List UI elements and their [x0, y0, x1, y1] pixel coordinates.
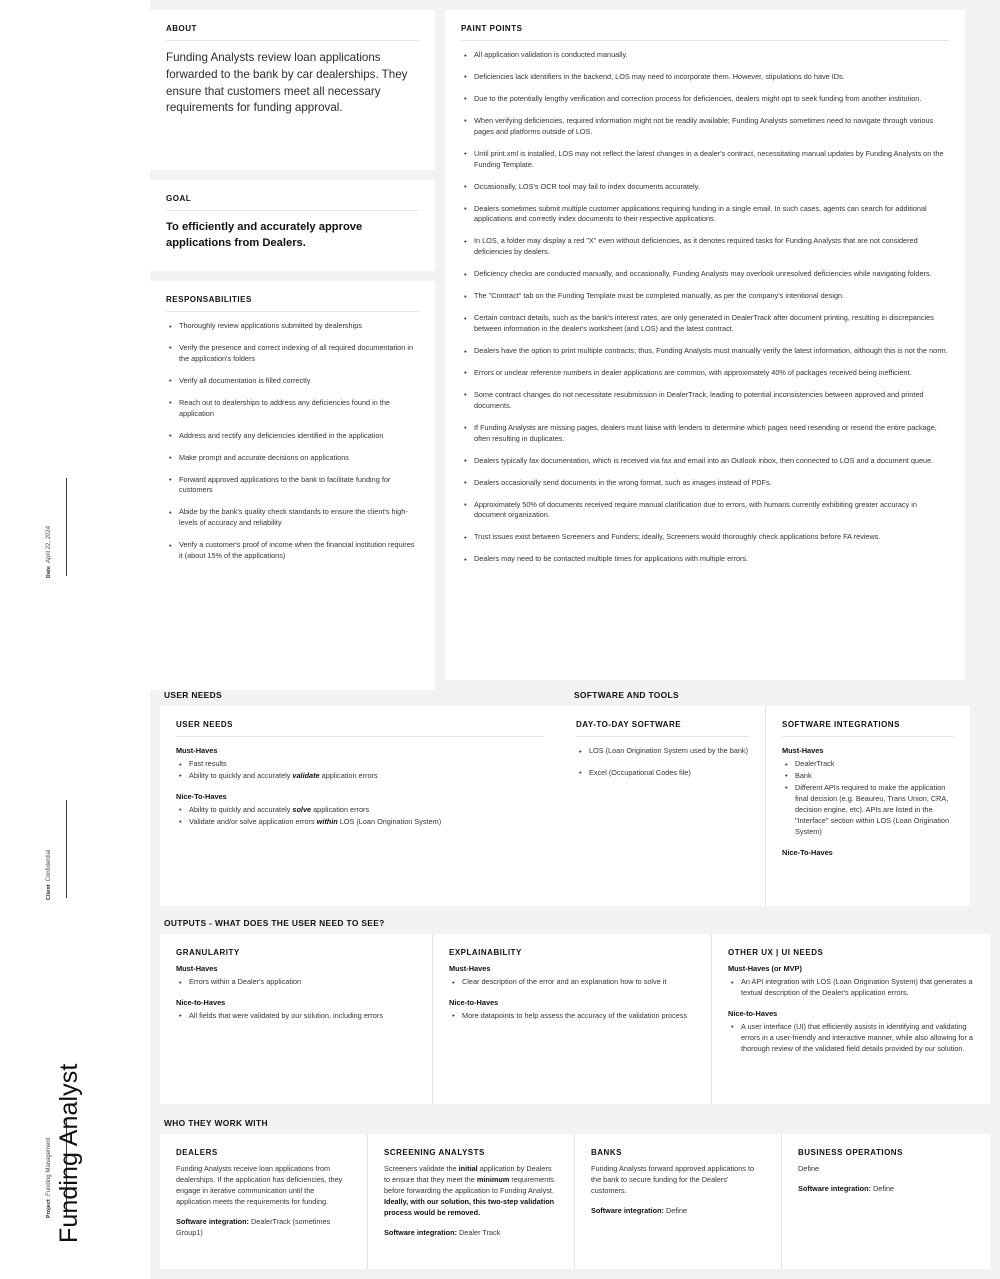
- software-integrations-nice-label: Nice-To-Haves: [782, 847, 833, 857]
- explainability-nice-list: [449, 1011, 695, 1022]
- list-item: • Deficiencies lack identifiers in the backend; LOS may need to incorporate them. However, stipulations do have IDs.: [472, 72, 949, 83]
- overview-columns: [150, 10, 1000, 690]
- list-item: • Thoroughly review applications submitted by dealerships: [177, 321, 419, 332]
- list-item: • Ability to quickly and accurately validate application errors: [187, 771, 544, 782]
- user-needs-title: USER NEEDS: [176, 720, 234, 729]
- card-other-ux-ui-needs: [711, 934, 990, 1104]
- band-outputs: [150, 918, 1000, 1104]
- list-item: • Dealers may need to be contacted multiple times for applications with multiple errors.: [472, 554, 949, 565]
- rail-meta-client-key: Client: [46, 884, 52, 900]
- sa-bold-minimum: minimum: [476, 1174, 510, 1184]
- rail-meta-date-key: Date: [46, 565, 52, 578]
- card-explainability: [432, 934, 711, 1104]
- screening-analysts-integration: [384, 1228, 558, 1239]
- card-screening-analysts: [367, 1134, 574, 1269]
- list-item: • Forward approved applications to the bank to facilitate funding for customers: [177, 475, 419, 497]
- screening-analysts-title: SCREENING ANALYSTS: [384, 1148, 485, 1157]
- goal-text: To efficiently and accurately approve applications from Dealers.: [166, 221, 363, 249]
- paint-points-list: [461, 50, 949, 565]
- band-label-who: WHO THEY WORK WITH: [164, 1118, 268, 1128]
- responsabilities-divider: [166, 311, 419, 312]
- business-operations-body: Define: [798, 1164, 820, 1173]
- sa-mid1: application by Dealers to ensure that they meet the: [384, 1164, 552, 1184]
- sa-bold-initial: initial: [458, 1164, 478, 1173]
- rail-meta-date-value: April 22, 2024: [46, 525, 52, 563]
- rail-meta-project-key: Project: [46, 1199, 52, 1218]
- software-integrations-must-label: Must-Haves: [782, 746, 824, 755]
- integration-value: Dealer Track: [459, 1227, 501, 1237]
- rail-meta-project-value: Funding Management: [46, 1137, 52, 1196]
- integration-value: DealerTrack (sometimes Group1): [176, 1216, 331, 1237]
- list-item: • Bank: [793, 771, 954, 782]
- rail-meta-project: [46, 1138, 52, 1218]
- list-item: • Dealers typically fax documentation, which is received via fax and email into an Outlook inbox, then connected to LOS and a document queue.: [472, 456, 949, 467]
- banks-body: Funding Analysts forward approved applications to the bank to secure funding for the Dealers' customers.: [591, 1164, 755, 1195]
- paint-points-title: PAINT POINTS: [461, 24, 523, 33]
- card-about: [150, 10, 435, 170]
- other-ux-nice-list: [728, 1022, 974, 1055]
- user-needs-nice-list: [176, 805, 544, 828]
- band-label-user-needs: USER NEEDS: [164, 690, 222, 700]
- card-business-operations: [781, 1134, 990, 1269]
- granularity-title: GRANULARITY: [176, 948, 240, 957]
- screening-analysts-body: [384, 1164, 558, 1219]
- rail-divider-date: [66, 478, 67, 576]
- card-paint-points: [445, 10, 965, 680]
- list-item: • The "Contract" tab on the Funding Template must be completed manually, as per the company's intentional design.: [472, 291, 949, 302]
- user-needs-must-label: Must-Haves: [176, 746, 218, 755]
- list-item: • DealerTrack: [793, 759, 954, 770]
- list-item: • All fields that were validated by our solution, including errors: [187, 1011, 416, 1022]
- list-item: • More datapoints to help assess the accuracy of the validation process: [460, 1011, 695, 1022]
- list-item: • Dealers have the option to print multiple contracts; thus, Funding Analysts must manually verify the latest information, although this is not the norm.: [472, 346, 949, 357]
- granularity-nice-list: [176, 1011, 416, 1022]
- goal-divider: [166, 210, 419, 211]
- overview-left-stack: [150, 10, 435, 690]
- emphasis-validate: validate: [292, 770, 320, 780]
- band-label-outputs: OUTPUTS - WHAT DOES THE USER NEED TO SEE?: [164, 918, 385, 928]
- user-needs-must-list: [176, 759, 544, 782]
- integration-label: Software integration:: [384, 1227, 457, 1237]
- banks-integration: [591, 1206, 765, 1217]
- list-item: • Ability to quickly and accurately solve application errors: [187, 805, 544, 816]
- list-item: • Errors within a Dealer's application: [187, 977, 416, 988]
- responsabilities-list: [166, 321, 419, 562]
- user-needs-divider: [176, 736, 544, 737]
- band-user-needs-software: [150, 690, 1000, 906]
- rail-divider-client: [66, 800, 67, 898]
- sheet: [150, 0, 1000, 1279]
- list-item: • Make prompt and accurate decisions on applications: [177, 453, 419, 464]
- card-goal: [150, 180, 435, 271]
- left-rail: [0, 0, 150, 1279]
- explainability-must-list: [449, 977, 695, 988]
- list-item: • Verify the presence and correct indexing of all required documentation in the application's folders: [177, 343, 419, 365]
- list-item: • If Funding Analysts are missing pages, dealers must liaise with lenders to determine which pages need resending or resend the entire package, often resulting in duplicates.: [472, 423, 949, 445]
- band-label-software: SOFTWARE AND TOOLS: [574, 690, 679, 700]
- group-software-tools: [560, 690, 1000, 906]
- granularity-must-label: Must-Haves: [176, 964, 218, 973]
- rail-meta-client-value: Confidential: [46, 849, 52, 882]
- granularity-nice-label: Nice-to-Haves: [176, 997, 226, 1007]
- band-who-they-work-with: [150, 1118, 1000, 1269]
- day-to-day-list: [576, 746, 749, 779]
- integration-label: Software integration:: [176, 1216, 249, 1226]
- list-item: • Dealers sometimes submit multiple customer applications requiring funding in a single email. In such cases, agents can search for additional applications and correctly index documents to their respective applications.: [472, 204, 949, 226]
- list-item: • Clear description of the error and an explanation how to solve it: [460, 977, 695, 988]
- software-integrations-must-list: [782, 759, 954, 838]
- dealers-integration: [176, 1217, 351, 1239]
- card-day-to-day-software: [560, 706, 765, 906]
- list-item: • A user interface (UI) that efficiently assists in identifying and validating errors in a user-friendly and interactive manner, while also allowing for a thorough review of the validated field details provided by our solution.: [739, 1022, 974, 1055]
- about-divider: [166, 40, 419, 41]
- software-integrations-title: SOFTWARE INTEGRATIONS: [782, 720, 900, 729]
- sa-bold-ideally: Ideally, with our solution, this two-step validation process would be removed.: [384, 1196, 555, 1217]
- emphasis-within: within: [316, 816, 338, 826]
- software-columns: [560, 706, 990, 906]
- sa-prefix: Screeners validate the: [384, 1164, 459, 1173]
- about-title: ABOUT: [166, 24, 197, 33]
- list-item: • Verify a customer's proof of income when the financial institution requires it (about 15% of the applications): [177, 540, 419, 562]
- other-ux-nice-label: Nice-to-Haves: [728, 1008, 778, 1018]
- page-title: Funding Analyst: [55, 1063, 83, 1243]
- emphasis-solve: solve: [292, 804, 312, 814]
- list-item: • Abide by the bank's quality check standards to ensure the client's high-levels of accuracy and reliability: [177, 507, 419, 529]
- day-to-day-divider: [576, 736, 749, 737]
- card-dealers: [160, 1134, 367, 1269]
- outputs-columns: [160, 934, 990, 1104]
- list-item: • Different APIs required to make the application final decision (e.g. Beaureu, Trans Union, CRA, decision engine, etc). APIs are listed in the "Interface" section within LOS (Loan Origination System): [793, 783, 954, 838]
- day-to-day-title: DAY-TO-DAY SOFTWARE: [576, 720, 682, 729]
- list-item: • Validate and/or solve application errors within LOS (Loan Origination System): [187, 817, 544, 828]
- list-item: • An API integration with LOS (Loan Origination System) that generates a textual description of the Dealer's application errors.: [739, 977, 974, 999]
- integration-label: Software integration:: [591, 1205, 664, 1215]
- integration-label: Software integration:: [798, 1183, 871, 1193]
- dealers-body: Funding Analysts receive loan applications from dealerships. If the application has deficiencies, they engage in iterative communication until the application meets the requirements for funding.: [176, 1164, 343, 1206]
- list-item: • Trust issues exist between Screeners and Funders; ideally, Screeners would thoroughly check applications before FA reviews.: [472, 532, 949, 543]
- group-user-needs: [150, 690, 560, 906]
- banks-title: BANKS: [591, 1148, 622, 1157]
- dealers-title: DEALERS: [176, 1148, 218, 1157]
- band-overview: [150, 10, 1000, 690]
- other-ux-must-label: Must-Haves (or MVP): [728, 964, 802, 973]
- who-columns: [160, 1134, 990, 1269]
- list-item: • In LOS, a folder may display a red "X" even without deficiencies, as it denotes required tasks for Funding Analysts that are not considered deficiencies by dealers.: [472, 236, 949, 258]
- list-item: • LOS (Loan Origination System used by the bank): [587, 746, 749, 757]
- card-user-needs: [160, 706, 560, 906]
- list-item: • Excel (Occupational Codes file): [587, 768, 749, 779]
- list-item: • Some contract changes do not necessitate resubmission in DealerTrack, leading to potential inconsistencies between approved and printed documents.: [472, 390, 949, 412]
- list-item: • Until print.xml is installed, LOS may not reflect the latest changes in a dealer's contract, necessitating manual updates by Funding Analysts on the Funding Template.: [472, 149, 949, 171]
- explainability-must-label: Must-Haves: [449, 964, 491, 973]
- explainability-title: EXPLAINABILITY: [449, 948, 522, 957]
- spacer-columns: [435, 10, 445, 690]
- card-software-integrations: [765, 706, 970, 906]
- sa-mid2: requirements before forwarding the application to Funding Analyst.: [384, 1174, 554, 1195]
- spacer-goal-resp: [150, 271, 435, 281]
- card-responsabilities: [150, 281, 435, 690]
- list-item: • Due to the potentially lengthy verification and correction process for deficiencies, dealers might opt to seek funding from another institution.: [472, 94, 949, 105]
- list-item: • Address and rectify any deficiencies identified in the application: [177, 431, 419, 442]
- explainability-nice-label: Nice-to-Haves: [449, 997, 499, 1007]
- software-integrations-divider: [782, 736, 954, 737]
- list-item: • Occasionally, LOS's OCR tool may fail to index documents accurately.: [472, 182, 949, 193]
- other-ux-title: OTHER UX | UI NEEDS: [728, 948, 824, 957]
- list-item: • Certain contract details, such as the bank's interest rates, are only generated in DealerTrack after document printing, resulting in discrepancies between information in the dealer's worksheet (and LOS) and the latest contract.: [472, 313, 949, 335]
- user-needs-nice-label: Nice-To-Haves: [176, 791, 227, 801]
- rail-meta-client: [46, 850, 52, 900]
- integration-value: Define: [666, 1205, 688, 1215]
- goal-title: GOAL: [166, 194, 192, 203]
- list-item: • All application validation is conducted manually.: [472, 50, 949, 61]
- responsabilities-title: RESPONSABILITIES: [166, 295, 252, 304]
- spacer-about-goal: [150, 170, 435, 180]
- list-item: • Fast results: [187, 759, 544, 770]
- list-item: • Verify all documentation is filled correctly: [177, 376, 419, 387]
- business-operations-integration: [798, 1184, 974, 1195]
- about-text: Funding Analysts review loan applications forwarded to the bank by car dealerships. They ensure that customers meet all necessary requirements for funding approval.: [166, 51, 408, 115]
- list-item: • When verifying deficiencies, required information might not be readily available; Funding Analysts sometimes need to navigate through various pages and platforms outside of LOS.: [472, 116, 949, 138]
- paint-points-divider: [461, 40, 949, 41]
- granularity-must-list: [176, 977, 416, 988]
- list-item: • Dealers occasionally send documents in the wrong format, such as images instead of PDFs.: [472, 478, 949, 489]
- rail-meta-date: [46, 526, 52, 578]
- list-item: • Approximately 50% of documents received require manual clarification due to errors, with humans currently exhibiting greater accuracy in document organization.: [472, 500, 949, 522]
- list-item: • Reach out to dealerships to address any deficiencies found in the application: [177, 398, 419, 420]
- list-item: • Deficiency checks are conducted manually, and occasionally, Funding Analysts may overlook unresolved deficiencies while navigating folders.: [472, 269, 949, 280]
- card-banks: [574, 1134, 781, 1269]
- list-item: • Errors or unclear reference numbers in dealer applications are common, with approximately 40% of packages received being inefficient.: [472, 368, 949, 379]
- integration-value: Define: [873, 1183, 895, 1193]
- other-ux-must-list: [728, 977, 974, 999]
- card-granularity: [160, 934, 432, 1104]
- business-operations-title: BUSINESS OPERATIONS: [798, 1148, 903, 1157]
